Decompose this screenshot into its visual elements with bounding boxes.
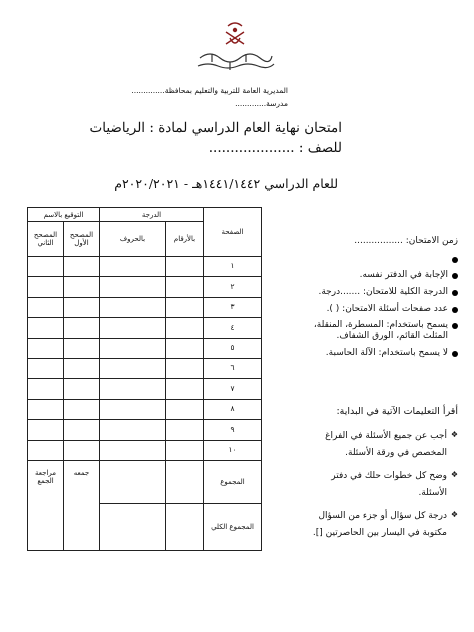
page-number: ٨ xyxy=(204,399,262,419)
grand-total-digits-cell[interactable] xyxy=(166,503,204,550)
digits-cell[interactable] xyxy=(166,420,204,440)
grades-table xyxy=(28,207,262,551)
first-grader-cell[interactable] xyxy=(64,399,100,419)
ministry-logo xyxy=(190,18,280,76)
digits-cell[interactable] xyxy=(166,277,204,297)
letters-cell[interactable] xyxy=(100,420,166,440)
second-grader-cell[interactable] xyxy=(28,420,64,440)
grand-total-label: المجموع الكلي xyxy=(204,503,262,550)
header-digits: بالأرقام xyxy=(166,222,204,257)
first-grader-cell[interactable] xyxy=(64,420,100,440)
digits-cell[interactable] xyxy=(166,338,204,358)
first-grader-cell[interactable] xyxy=(64,379,100,399)
second-grader-cell[interactable] xyxy=(28,379,64,399)
header-signature: التوقيع بالاسم xyxy=(28,208,100,222)
page-number: ١ xyxy=(204,256,262,276)
letters-cell[interactable] xyxy=(100,338,166,358)
first-grader-cell[interactable] xyxy=(64,256,100,276)
letters-cell[interactable] xyxy=(100,297,166,317)
collected-label: جمعه xyxy=(64,461,100,551)
second-grader-cell[interactable] xyxy=(28,318,64,338)
bullet-icon xyxy=(452,307,458,313)
digits-cell[interactable] xyxy=(166,440,204,460)
grand-total-letters-cell[interactable] xyxy=(100,503,166,550)
info-item: عدد صفحات أسئلة الامتحان: ( ). xyxy=(306,304,458,315)
page-number: ١٠ xyxy=(204,440,262,460)
table-row xyxy=(28,277,262,297)
page-number: ٥ xyxy=(204,338,262,358)
header-first-grader: المصحح الأول xyxy=(64,222,100,257)
first-grader-cell[interactable] xyxy=(64,359,100,379)
bullet-icon xyxy=(452,257,458,263)
header-page: الصفحة xyxy=(204,208,262,257)
bullet-icon xyxy=(452,323,458,329)
page-number: ٣ xyxy=(204,297,262,317)
page-number: ٧ xyxy=(204,379,262,399)
academic-year: للعام الدراسي ١٤٤١/١٤٤٢هـ - ٢٠٢٠/٢٠٢١م xyxy=(114,176,338,191)
second-grader-cell[interactable] xyxy=(28,297,64,317)
first-grader-cell[interactable] xyxy=(64,338,100,358)
second-grader-cell[interactable] xyxy=(28,338,64,358)
exam-time: زمن الامتحان: ................. xyxy=(354,236,458,246)
header-second-grader: المصحح الثاني xyxy=(28,222,64,257)
table-row xyxy=(28,440,262,460)
letters-cell[interactable] xyxy=(100,359,166,379)
exam-title: امتحان نهاية العام الدراسي لمادة : الرياضيات xyxy=(89,120,342,136)
total-label: المجموع xyxy=(204,461,262,504)
letters-cell[interactable] xyxy=(100,399,166,419)
digits-cell[interactable] xyxy=(166,256,204,276)
school-line: مدرسة............. xyxy=(235,99,288,108)
rules-list xyxy=(306,428,458,543)
second-grader-cell[interactable] xyxy=(28,440,64,460)
reviewed-label: مراجعة الجمع xyxy=(28,461,64,551)
table-row xyxy=(28,359,262,379)
first-grader-cell[interactable] xyxy=(64,297,100,317)
second-grader-cell[interactable] xyxy=(28,399,64,419)
table-row xyxy=(28,297,262,317)
letters-cell[interactable] xyxy=(100,379,166,399)
total-row xyxy=(28,461,262,504)
table-row xyxy=(28,318,262,338)
digits-cell[interactable] xyxy=(166,399,204,419)
letters-cell[interactable] xyxy=(100,256,166,276)
table-row xyxy=(28,338,262,358)
diamond-bullet-icon: ❖ xyxy=(450,510,458,520)
page-number: ٩ xyxy=(204,420,262,440)
digits-cell[interactable] xyxy=(166,359,204,379)
first-grader-cell[interactable] xyxy=(64,318,100,338)
second-grader-cell[interactable] xyxy=(28,277,64,297)
table-row xyxy=(28,420,262,440)
rule-item: ❖ وضح كل خطوات حلك في دفتر الأسئلة. xyxy=(331,470,458,499)
letters-cell[interactable] xyxy=(100,318,166,338)
diamond-bullet-icon: ❖ xyxy=(450,430,458,439)
rule-item: ❖ أجب عن جميع الأسئلة في الفراغ المخصص في ورقة الأسئلة. xyxy=(325,430,458,459)
page-number: ٤ xyxy=(204,318,262,338)
bullet-icon xyxy=(452,273,458,279)
second-grader-cell[interactable] xyxy=(28,256,64,276)
header-letters: بالحروف xyxy=(100,222,166,257)
second-grader-cell[interactable] xyxy=(28,359,64,379)
info-item: الإجابة في الدفتر نفسه. xyxy=(306,270,458,281)
letters-cell[interactable] xyxy=(100,277,166,297)
bullet-icon xyxy=(452,351,458,357)
first-grader-cell[interactable] xyxy=(64,277,100,297)
bullet-icon xyxy=(452,290,458,296)
total-digits-cell[interactable] xyxy=(166,461,204,504)
info-item: يسمح باستخدام: المسطرة، المنقلة، المثلث القائم، الورق الشفاف. xyxy=(306,320,458,342)
diamond-bullet-icon: ❖ xyxy=(450,470,458,480)
digits-cell[interactable] xyxy=(166,297,204,317)
header-grade: الدرجة xyxy=(100,208,204,222)
directorate-line: المديرية العامة للتربية والتعليم بمحافظة.............. xyxy=(131,86,288,95)
emblem-icon xyxy=(190,18,280,76)
class-line: للصف : .................... xyxy=(208,140,342,156)
read-instructions-title: أقرأ التعليمات الآتية في البداية: xyxy=(336,406,458,417)
table-row xyxy=(28,256,262,276)
info-item: لا يسمح باستخدام: الآلة الحاسبة. xyxy=(306,348,458,359)
first-grader-cell[interactable] xyxy=(64,440,100,460)
page-number: ٦ xyxy=(204,359,262,379)
rule-item: ❖ درجة كل سؤال أو جزء من السؤال مكتوبة في اليسار بين الحاصرتين []. xyxy=(312,510,458,539)
digits-cell[interactable] xyxy=(166,318,204,338)
letters-cell[interactable] xyxy=(100,440,166,460)
total-letters-cell[interactable] xyxy=(100,461,166,504)
info-item: الدرجة الكلية للامتحان: .......درجة. xyxy=(306,287,458,298)
table-row xyxy=(28,379,262,399)
info-list xyxy=(306,270,458,359)
blank-bullet-item xyxy=(306,254,458,263)
table-row xyxy=(28,399,262,419)
digits-cell[interactable] xyxy=(166,379,204,399)
page-number: ٢ xyxy=(204,277,262,297)
